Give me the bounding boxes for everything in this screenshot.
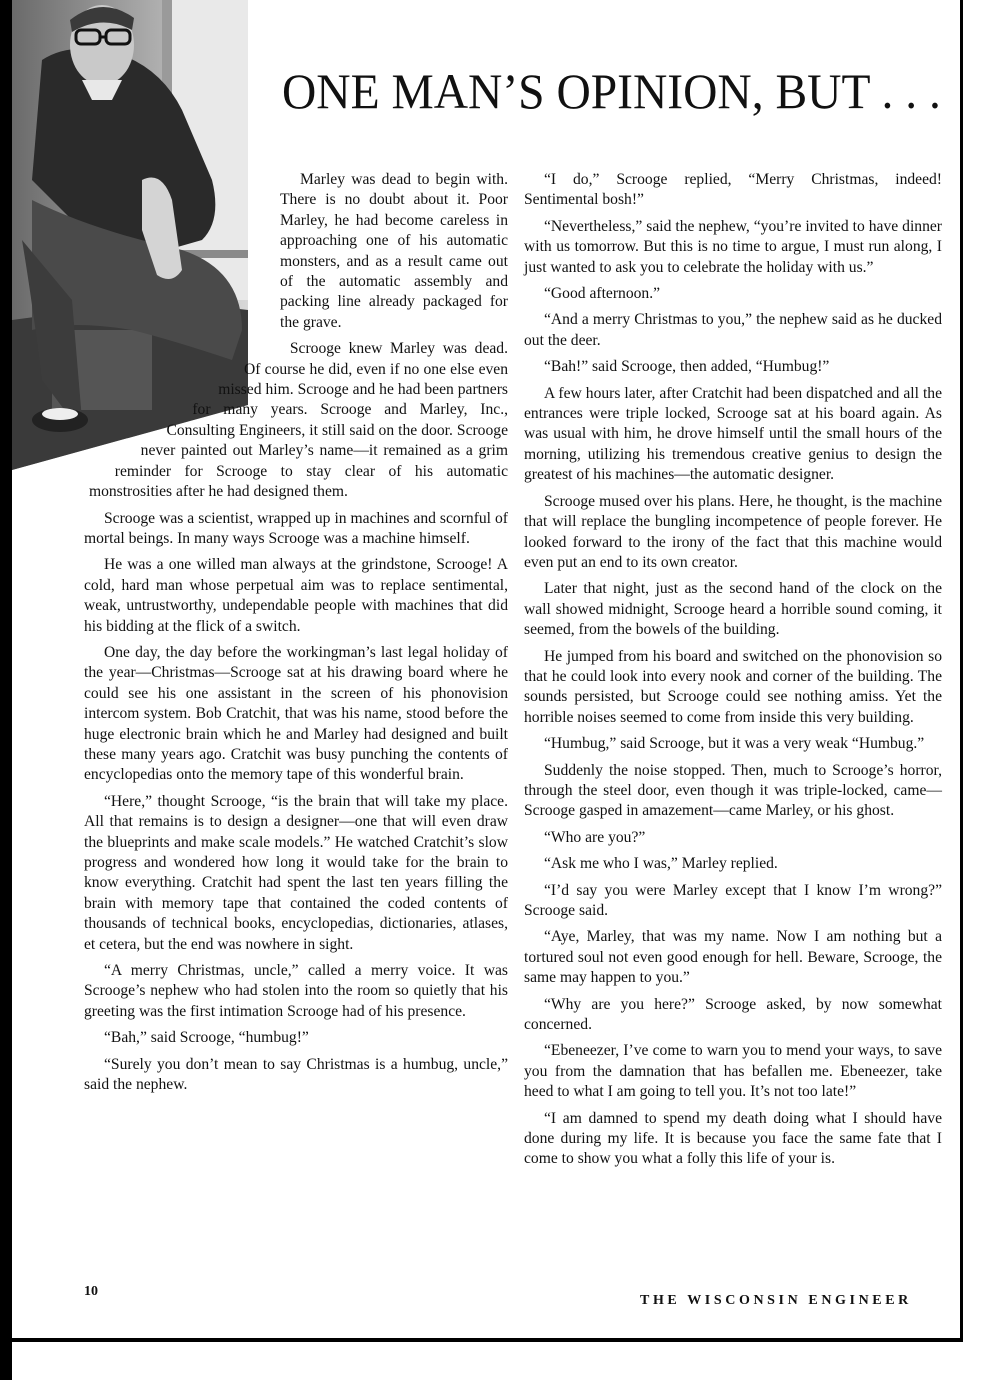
paragraph: “Who are you?” bbox=[544, 828, 646, 846]
paragraph: “Bah,” said Scrooge, “humbug!” bbox=[104, 1029, 309, 1047]
scan-left-edge bbox=[0, 0, 12, 1380]
paragraph: “Here,” thought Scrooge, “is the brain that will take my place. All that remains is to design a designer—one that will even draw the blueprints and make scale models.” He watched Cratchit’s slow progress and wondered how long it would take for the brain to know everything. Cratchit had spent the last ten years filling the brain with memory tape that contained the coded contents of thousands of technical books, encyclopedias, dictionaries, atlases, et cetera, but the end was nowhere in sight. bbox=[84, 792, 508, 953]
paragraph: Later that night, just as the second hand of the clock on the wall showed midnight, Scrooge heard a horrible sound coming, it seemed, from the bowels of the building. bbox=[524, 580, 942, 639]
paragraph: A few hours later, after Cratchit had been dispatched and all the entrances were triple locked, Scrooge sat at his board again. As was usual with him, he drove himself until the small hours of the morning, utilizing his tremendous creative genius to design the greatest of his machines—the automatic designer. bbox=[524, 384, 942, 484]
paragraph: “Humbug,” said Scrooge, but it was a very weak “Humbug.” bbox=[544, 735, 925, 753]
paragraph: Suddenly the noise stopped. Then, much to Scrooge’s horror, through the steel door, even though it was triple-locked, came—Scrooge gasped in amazement—came Marley, or his ghost. bbox=[524, 761, 942, 820]
paragraph: “Why are you here?” Scrooge asked, by now somewhat concerned. bbox=[524, 995, 942, 1034]
paragraph: “Surely you don’t mean to say Christmas is a humbug, uncle,” said the nephew. bbox=[84, 1055, 508, 1094]
paragraph: Scrooge was a scientist, wrapped up in machines and scornful of mortal beings. In many ways Scrooge was a machine himself. bbox=[84, 509, 508, 547]
scan-bottom-edge bbox=[0, 1338, 960, 1342]
paragraph: Marley was dead to begin with. There is no doubt about it. Poor Marley, he had become careless in approaching one of his automatic monsters, and as a result came out of the automatic assembly and packing line already packaged for the grave. bbox=[280, 171, 508, 331]
paragraph: He was a one willed man always at the grindstone, Scrooge! A cold, hard man whose perpetual aim was to replace sentimental, weak, untrustworthy, undependable people with machines that did his bidding at the flick of a switch. bbox=[84, 556, 508, 635]
article-title: ONE MAN’S OPINION, BUT . . . bbox=[282, 63, 941, 119]
page-number: 10 bbox=[84, 1284, 98, 1299]
paragraph: “Ask me who I was,” Marley replied. bbox=[544, 855, 778, 873]
paragraph: “Ebeneezer, I’ve come to warn you to mend your ways, to save you from the damnation that has befallen me. Ebeneezer, take heed to what I am going to tell you. It’s not too late!” bbox=[524, 1042, 942, 1101]
paragraph: One day, the day before the workingman’s last legal holiday of the year—Christmas—Scrooge sat at his drawing board where he could see his one assistant in the screen of his phonovision intercom system. Bob Cratchit, that was his name, stood before the huge electronic brain which he and Marley had designed and built these many years ago. Cratchit was busy punching the contents of encyclopedias onto the memory tape of this wonderful brain. bbox=[84, 643, 508, 784]
paragraph: He jumped from his board and switched on the phonovision so that he could look into every nook and corner of the building. The sounds persisted, but Scrooge could see nothing amiss. Yet the horrible noises seemed to come from inside this very building. bbox=[524, 647, 942, 726]
left-column bbox=[84, 170, 508, 1280]
paragraph: “And a merry Christmas to you,” the nephew said as he ducked out the deer. bbox=[524, 311, 942, 349]
paragraph: “Aye, Marley, that was my name. Now I am nothing but a tortured soul not even good enough for hell. Beware, Scrooge, the same may happen to you.” bbox=[524, 928, 942, 987]
publication-name: THE WISCONSIN ENGINEER bbox=[640, 1293, 912, 1308]
paragraph: “Good afternoon.” bbox=[544, 285, 661, 303]
paragraph: “I am damned to spend my death doing what I should have done during my life. It is because you face the same fate that I come to show you what a folly this life of your is. bbox=[524, 1109, 942, 1168]
paragraph: “Bah!” said Scrooge, then added, “Humbug!” bbox=[544, 358, 830, 376]
paragraph: Scrooge mused over his plans. Here, he thought, is the machine that will replace the bungling incompetence of people forever. He looked forward to the irony of the fact that this machine would even put an end to its own creator. bbox=[524, 492, 942, 571]
paragraph: “A merry Christmas, uncle,” called a merry voice. It was Scrooge’s nephew who had stolen into the room so quietly that his greeting was the first intimation Scrooge had of his presence. bbox=[84, 962, 508, 1020]
right-column bbox=[524, 170, 942, 1280]
scan-right-edge bbox=[960, 0, 963, 1342]
paragraph: “I do,” Scrooge replied, “Merry Christmas, indeed! Sentimental bosh!” bbox=[524, 171, 942, 209]
paragraph: Scrooge knew Marley was dead. Of course he did, even if no one else even missed him. Scrooge and he had been partners for many years. Scrooge and Marley, Inc., Consulting Engineers, it still said on the door. Scrooge never painted out Marley’s name—it remained as a grim reminder for Scrooge to stay clear of his automatic monstrosities after he had designed them. bbox=[88, 340, 508, 501]
paragraph: “I’d say you were Marley except that I know I’m wrong?” Scrooge said. bbox=[524, 881, 942, 919]
paragraph: “Nevertheless,” said the nephew, “you’re invited to have dinner with us tomorrow. But this is no time to argue, I must run along, I just wanted to ask you to celebrate the holiday with us.” bbox=[524, 217, 942, 276]
